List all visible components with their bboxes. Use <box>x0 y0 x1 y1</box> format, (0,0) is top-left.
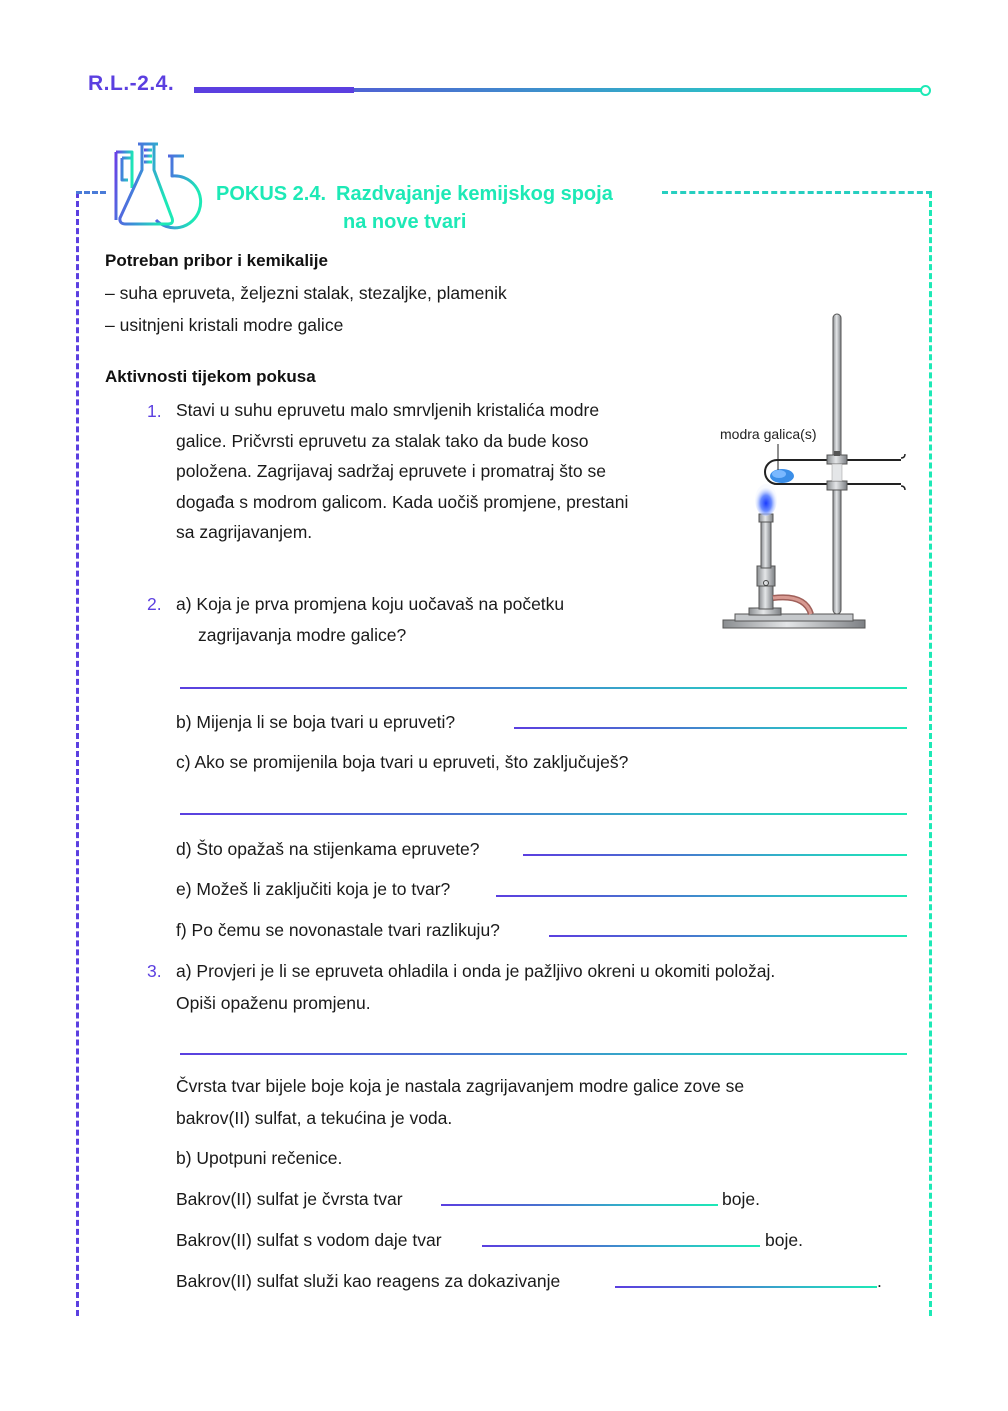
sentence-3-start: Bakrov(II) sulfat služi kao reagens za dokazivanje <box>176 1271 561 1291</box>
step-1-number: 1. <box>147 401 162 421</box>
step-1-text <box>176 395 628 548</box>
step-1-line: položena. Zagrijavaj sadržaj epruvete i promatraj što se <box>176 461 606 481</box>
header-divider-accent <box>194 87 354 93</box>
step-1-line: galice. Pričvrsti epruvetu za stalak tako da bude koso <box>176 430 589 451</box>
answer-line-2c[interactable] <box>180 813 907 815</box>
frame-left-border <box>76 192 79 1316</box>
info-text-line1: Čvrsta tvar bijele boje koja je nastala zagrijavanjem modre galice zove se <box>176 1076 745 1096</box>
frame-top-border-right <box>662 191 932 194</box>
sentence-1-start: Bakrov(II) sulfat je čvrsta tvar <box>176 1189 403 1209</box>
question-2b: b) Mijenja li se boja tvari u epruveti? <box>176 712 456 732</box>
blank-2[interactable] <box>482 1245 760 1247</box>
equipment-item: – suha epruveta, željezni stalak, stezaljke, plamenik <box>105 283 507 303</box>
sentence-2-start: Bakrov(II) sulfat s vodom daje tvar <box>176 1230 442 1250</box>
info-text-line2: bakrov(II) sulfat, a tekućina je voda. <box>176 1108 453 1128</box>
equipment-heading: Potreban pribor i kemikalije <box>105 251 328 270</box>
question-2a: a) Koja je prva promjena koju uočavaš na početku <box>176 594 565 614</box>
question-2e: e) Možeš li zaključiti koja je to tvar? <box>176 879 451 899</box>
frame-top-border-left <box>76 191 106 194</box>
heating-apparatus-figure <box>715 308 915 638</box>
answer-line-2d[interactable] <box>523 854 907 856</box>
question-3a-cont: Opiši opaženu promjenu. <box>176 993 371 1013</box>
experiment-number: POKUS 2.4. <box>216 183 327 205</box>
step-1-line: događa s modrom galicom. Kada uočiš promjene, prestani <box>176 491 629 512</box>
sentence-1-end: boje. <box>722 1189 760 1209</box>
answer-line-3a[interactable] <box>180 1053 907 1055</box>
worksheet-code: R.L.-2.4. <box>88 72 175 95</box>
blank-3[interactable] <box>615 1286 877 1288</box>
question-3a: a) Provjeri je li se epruveta ohladila i onda je pažljivo okreni u okomiti položaj. <box>176 961 776 981</box>
step-3-number: 3. <box>147 961 162 981</box>
experiment-title-line1: Razdvajanje kemijskog spoja <box>336 183 613 205</box>
figure-label: modra galica(s) <box>720 426 817 442</box>
equipment-item: – usitnjeni kristali modre galice <box>105 315 344 335</box>
experiment-title-line2: na nove tvari <box>343 211 467 233</box>
answer-line-2a[interactable] <box>180 687 907 689</box>
frame-right-border <box>929 192 932 1316</box>
answer-line-2b[interactable] <box>514 727 907 729</box>
question-2a-cont: zagrijavanja modre galice? <box>198 625 407 645</box>
step-2-number: 2. <box>147 594 162 614</box>
question-2d: d) Što opažaš na stijenkama epruvete? <box>176 839 480 859</box>
answer-line-2e[interactable] <box>496 895 907 897</box>
header-divider-end-dot <box>920 85 931 96</box>
experiment-title <box>216 183 613 206</box>
question-2f: f) Po čemu se novonastale tvari razlikuju? <box>176 920 500 940</box>
activities-heading: Aktivnosti tijekom pokusa <box>105 367 316 386</box>
question-3b: b) Upotpuni rečenice. <box>176 1148 343 1168</box>
step-1-line: Stavi u suhu epruvetu malo smrvljenih kristalića modre <box>176 400 600 420</box>
lab-flasks-icon <box>110 140 206 230</box>
question-2c: c) Ako se promijenila boja tvari u epruveti, što zaključuješ? <box>176 752 629 772</box>
answer-line-2f[interactable] <box>549 935 907 937</box>
step-1-line: sa zagrijavanjem. <box>176 522 313 542</box>
sentence-2-end: boje. <box>765 1230 803 1250</box>
blank-1[interactable] <box>441 1204 718 1206</box>
sentence-3-end: . <box>877 1271 882 1291</box>
